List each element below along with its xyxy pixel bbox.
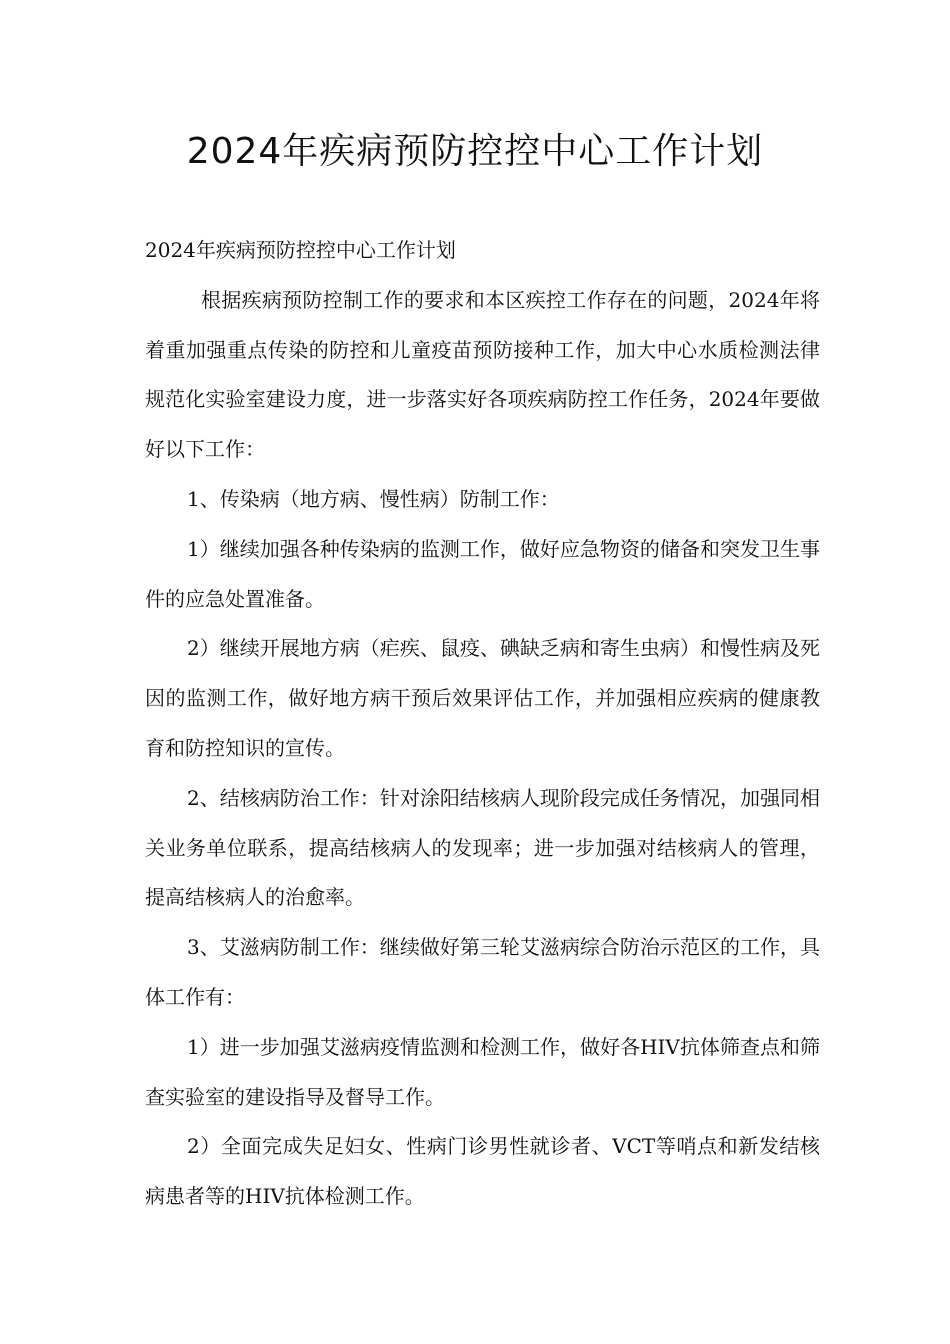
paragraph-section-2: 2、结核病防治工作：针对涂阳结核病人现阶段完成任务情况，加强同相关业务单位联系，提高结核病人的发现率；进一步加强对结核病人的管理，提高结核病人的治愈率。 bbox=[145, 785, 820, 910]
paragraph-section-3-item-2: 2）全面完成失足妇女、性病门诊男性就诊者、VCT等哨点和新发结核病患者等的HIV抗体检测工作。 bbox=[145, 1134, 820, 1209]
paragraph-section-1-item-2: 2）继续开展地方病（疟疾、鼠疫、碘缺乏病和寄生虫病）和慢性病及死因的监测工作，做好地方病干预后效果评估工作，并加强相应疾病的健康教育和防控知识的宣传。 bbox=[145, 636, 820, 760]
paragraph-section-3-item-1: 1）进一步加强艾滋病疫情监测和检测工作，做好各HIV抗体筛查点和筛查实验室的建设指导及督导工作。 bbox=[145, 1034, 820, 1109]
document-title: 2024年疾病预防控控中心工作计划 bbox=[186, 131, 764, 172]
paragraph-section-3-heading: 3、艾滋病防制工作：继续做好第三轮艾滋病综合防治示范区的工作，具体工作有： bbox=[145, 935, 820, 1009]
paragraph-intro: 根据疾病预防控制工作的要求和本区疾控工作存在的问题，2024年将着重加强重点传染的防控和儿童疫苗预防接种工作，加大中心水质检测法律规范化实验室建设力度，进一步落实好各项疾病防控工作任务，2024年要做好以下工作： bbox=[145, 287, 820, 462]
document-body bbox=[145, 226, 820, 1222]
paragraph-section-1-heading: 1、传染病（地方病、慢性病）防制工作： bbox=[187, 486, 560, 511]
document-subtitle: 2024年疾病预防控控中心工作计划 bbox=[145, 238, 456, 262]
paragraph-section-1-item-1: 1）继续加强各种传染病的监测工作，做好应急物资的储备和突发卫生事件的应急处置准备。 bbox=[145, 536, 820, 611]
